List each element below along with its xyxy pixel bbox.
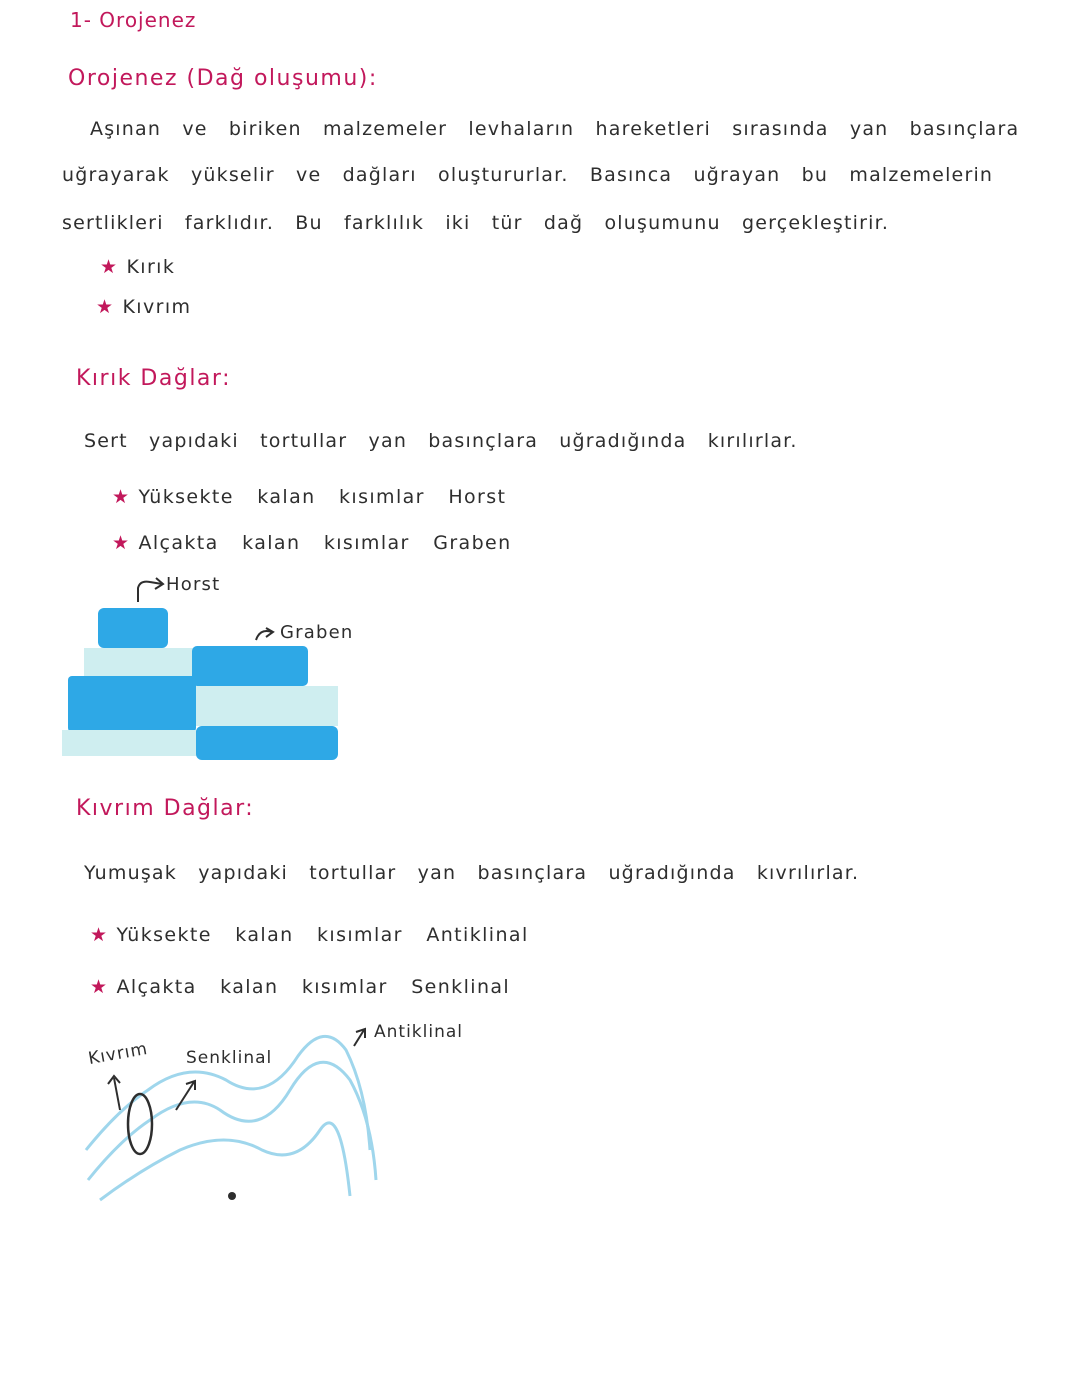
antiklinal-diagram-label: Antiklinal xyxy=(374,1022,463,1042)
type-item-label: Kırık xyxy=(126,256,176,278)
fold-loop-sketch xyxy=(128,1094,152,1154)
ink-dot xyxy=(228,1192,236,1200)
senklinal-diagram-label: Senklinal xyxy=(186,1048,273,1068)
kirik-description: Sert yapıdaki tortullar yan basınçlara uğradığında kırılırlar. xyxy=(84,430,798,452)
kirik-item-label: Yüksekte kalan kısımlar Horst xyxy=(138,486,507,508)
kivrim-description: Yumuşak yapıdaki tortullar yan basınçlara uğradığında kıvrılırlar. xyxy=(84,862,860,884)
antiklinal-arrow-icon xyxy=(354,1030,364,1046)
orojenez-paragraph-line-1: Aşınan ve biriken malzemeler levhaların hareketleri sırasında yan basınçlara xyxy=(90,118,1020,140)
star-icon: ★ xyxy=(112,486,131,508)
orojenez-heading: Orojenez (Dağ oluşumu): xyxy=(68,66,378,91)
kivrim-item-label: Alçakta kalan kısımlar Senklinal xyxy=(116,976,511,998)
orojenez-paragraph-line-3: sertlikleri farklıdır. Bu farklılık iki tür dağ oluşumunu gerçekleştirir. xyxy=(62,212,890,234)
kivrim-diagram-label: Kıvrım xyxy=(86,1038,150,1070)
star-icon: ★ xyxy=(100,256,119,278)
kirik-heading: Kırık Dağlar: xyxy=(76,366,231,391)
star-icon: ★ xyxy=(112,532,131,554)
orojenez-paragraph-line-2: uğrayarak yükselir ve dağları oluştururlar. Basınca uğrayan bu malzemelerin xyxy=(62,164,994,186)
type-item-label: Kıvrım xyxy=(122,296,192,318)
fold-line-lower xyxy=(100,1123,350,1200)
horst-label: Horst xyxy=(166,574,221,595)
senklinal-arrow-icon xyxy=(176,1082,194,1110)
star-icon: ★ xyxy=(90,976,109,998)
fold-line-upper xyxy=(88,1062,376,1180)
kivrim-item-label: Yüksekte kalan kısımlar Antiklinal xyxy=(116,924,529,946)
kirik-item-label: Alçakta kalan kısımlar Graben xyxy=(138,532,512,554)
star-icon: ★ xyxy=(96,296,115,318)
page-title: 1- Orojenez xyxy=(70,8,197,32)
kivrim-heading: Kıvrım Dağlar: xyxy=(76,796,255,821)
graben-label: Graben xyxy=(280,622,354,643)
star-icon: ★ xyxy=(90,924,109,946)
